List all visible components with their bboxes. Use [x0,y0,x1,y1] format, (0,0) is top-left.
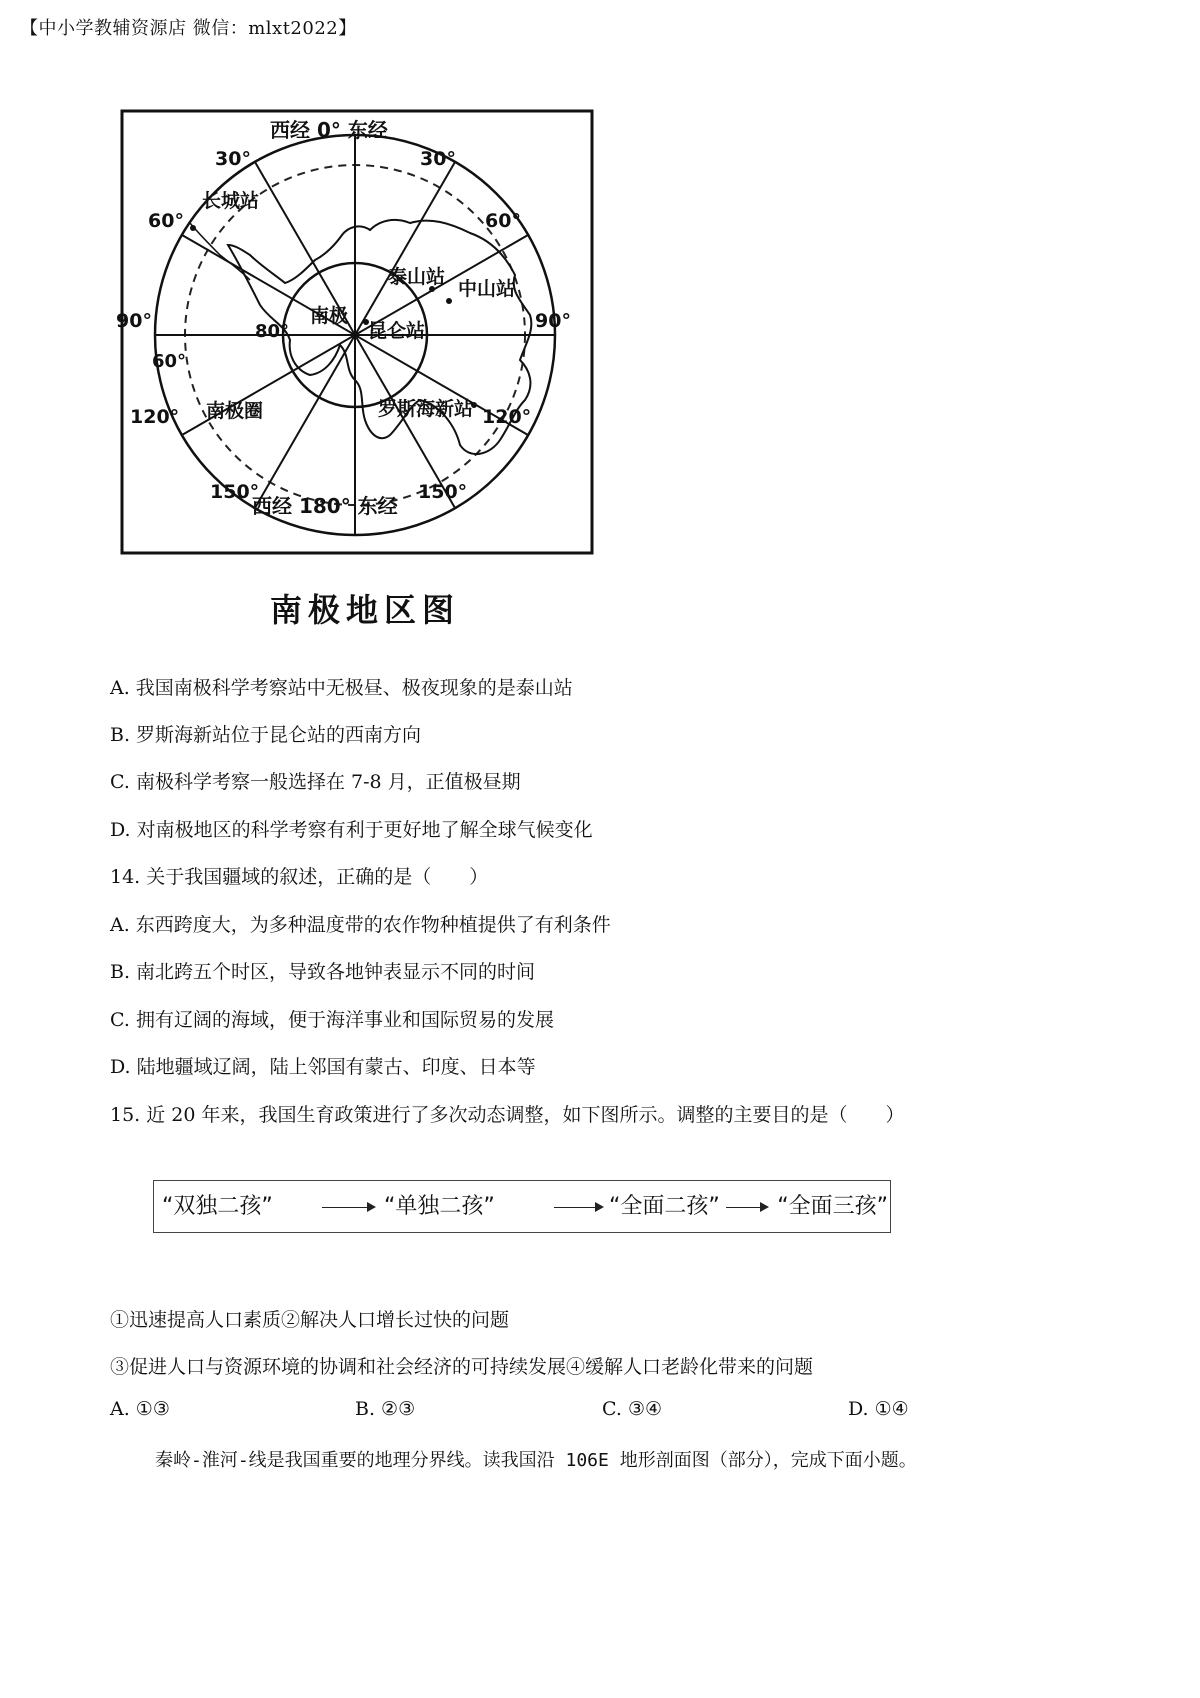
q13-option-a: A. 我国南极科学考察站中无极昼、极夜现象的是泰山站 [110,677,573,699]
map-label-zhongshan: 中山站 [458,278,516,300]
map-label-ross: 罗斯海新站 [378,398,474,420]
zhongshan-station-dot [446,298,452,304]
map-label-bottom: 西经 180° 东经 [252,494,398,518]
map-caption: 南极地区图 [270,591,461,629]
flow-arrow-1 [322,1207,374,1208]
q15-statements-1: ①迅速提高人口素质②解决人口增长过快的问题 [110,1309,510,1331]
map-label-w30: 30° [215,148,251,170]
map-label-e150: 150° [418,481,468,503]
reading-passage: 秦岭-淮河-线是我国重要的地理分界线。读我国沿 106E 地形剖面图（部分），完成下面小题。 [155,1450,917,1471]
policy-flow-diagram [153,1180,891,1233]
map-label-lat80: 80° [255,321,290,342]
map-label-circle: 南极圈 [206,400,264,422]
map-label-e30: 30° [420,148,456,170]
q14-option-c: C. 拥有辽阔的海域，便于海洋事业和国际贸易的发展 [110,1009,554,1031]
q15-stem: 15. 近 20 年来，我国生育政策进行了多次动态调整，如下图所示。调整的主要目的是（ ） [110,1104,905,1126]
map-label-e60: 60° [485,210,521,232]
flow-step-2: “单独二孩” [384,1194,495,1219]
q14-option-a: A. 东西跨度大，为多种温度带的农作物种植提供了有利条件 [110,914,611,936]
map-label-w60: 60° [148,210,184,232]
q13-option-c: C. 南极科学考察一般选择在 7-8 月，正值极昼期 [110,771,521,793]
flow-step-4: “全面三孩” [777,1194,888,1219]
map-label-w150: 150° [210,481,260,503]
q13-option-b: B. 罗斯海新站位于昆仑站的西南方向 [110,724,422,746]
q15-option-d: D. ①④ [848,1398,909,1420]
flow-step-3: “全面二孩” [609,1194,720,1219]
map-label-w120: 120° [130,406,180,428]
q14-option-b: B. 南北跨五个时区，导致各地钟表显示不同的时间 [110,961,536,983]
flow-arrow-2 [554,1207,602,1208]
antarctic-map [110,105,610,575]
map-label-e90: 90° [535,310,571,332]
map-label-lat60: 60° [152,351,187,372]
q15-option-c: C. ③④ [602,1398,663,1420]
q14-stem: 14. 关于我国疆域的叙述，正确的是（ ） [110,866,489,888]
map-label-pole: 南极 [310,305,349,327]
map-label-taishan: 泰山站 [388,266,446,288]
map-label-great-wall: 长城站 [202,190,260,212]
q13-option-d: D. 对南极地区的科学考察有利于更好地了解全球气候变化 [110,819,593,841]
header-watermark: 【中小学教辅资源店 微信：mlxt2022】 [20,18,357,39]
q15-option-a: A. ①③ [110,1398,170,1420]
q15-statements-2: ③促进人口与资源环境的协调和社会经济的可持续发展④缓解人口老龄化带来的问题 [110,1356,814,1378]
map-label-w90: 90° [116,310,152,332]
great-wall-station-dot [190,225,196,231]
flow-arrow-3 [726,1207,767,1208]
q15-option-b: B. ②③ [355,1398,416,1420]
map-label-e120: 120° [482,406,532,428]
flow-step-1: “双独二孩” [162,1194,273,1219]
q14-option-d: D. 陆地疆域辽阔，陆上邻国有蒙古、印度、日本等 [110,1056,536,1078]
map-label-top: 西经 0° 东经 [270,118,388,142]
map-label-kunlun: 昆仑站 [368,320,426,342]
